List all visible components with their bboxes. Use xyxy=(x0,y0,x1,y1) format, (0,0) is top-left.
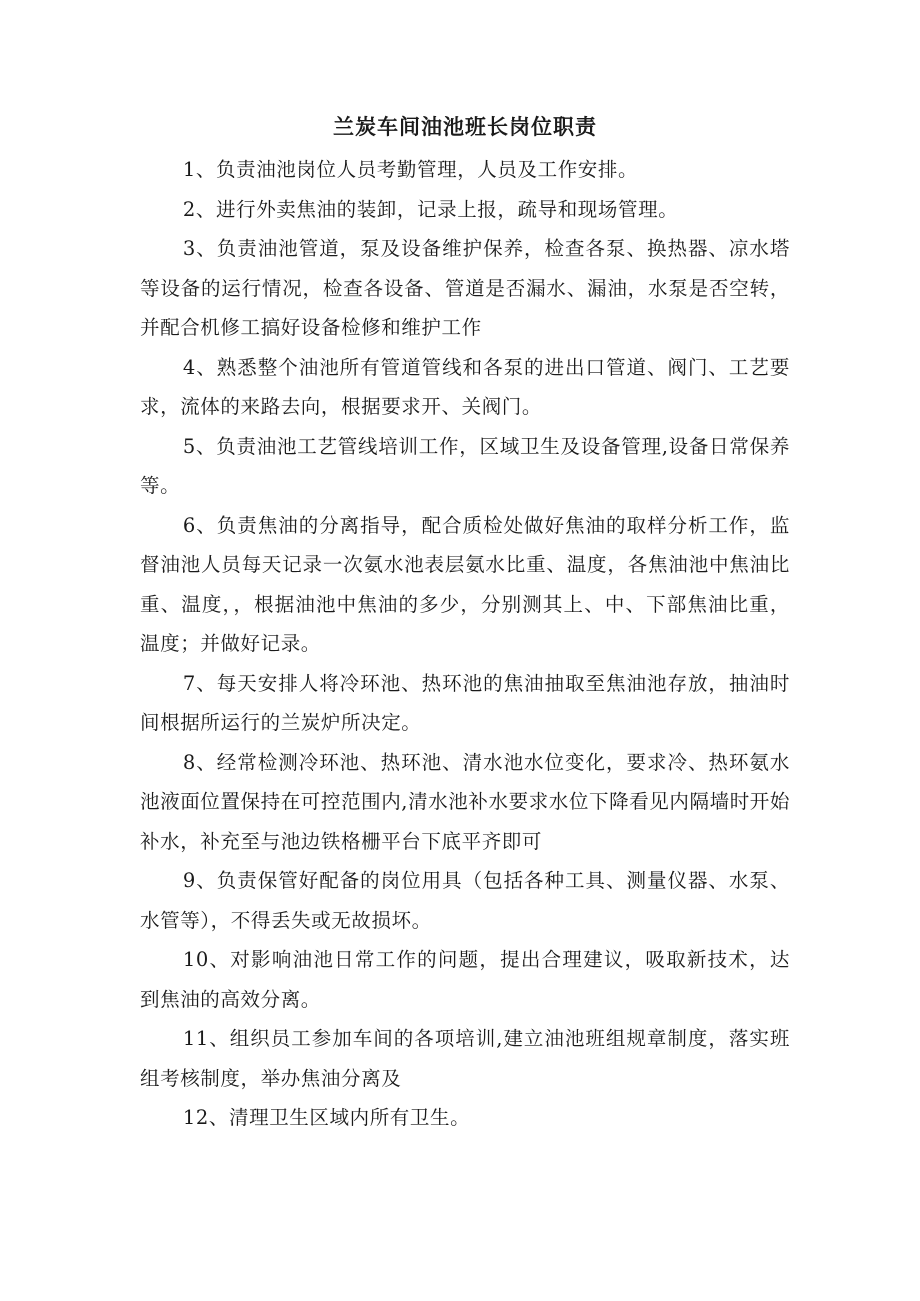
duty-item-12: 12、清理卫生区域内所有卫生。 xyxy=(182,1106,471,1129)
duty-item-7: 7、每天安排人将冷环池、热环池的焦油抽取至焦油池存放，抽油时间根据所运行的兰炭炉所决定。 xyxy=(140,671,790,734)
document-page xyxy=(140,108,790,1138)
duty-item-2: 2、进行外卖焦油的装卸，记录上报，疏导和现场管理。 xyxy=(182,197,679,221)
duty-item-11: 11、组织员工参加车间的各项培训,建立油池班组规章制度，落实班组考核制度，举办焦油分离及 xyxy=(140,1027,790,1090)
duty-item-4: 4、熟悉整个油池所有管道管线和各泵的进出口管道、阀门、工艺要求，流体的来路去向，根据要求开、关阀门。 xyxy=(140,355,790,418)
duty-item-5: 5、负责油池工艺管线培训工作，区域卫生及设备管理,设备日常保养等。 xyxy=(140,434,790,497)
duty-item-3: 3、负责油池管道，泵及设备维护保养，检查各泵、换热器、凉水塔等设备的运行情况，检查各设备、管道是否漏水、漏油，水泵是否空转，并配合机修工搞好设备检修和维护工作 xyxy=(140,237,790,339)
duty-item-1: 1、负责油池岗位人员考勤管理，人员及工作安排。 xyxy=(182,158,639,181)
duty-item-10: 10、对影响油池日常工作的问题，提出合理建议，吸取新技术，达到焦油的高效分离。 xyxy=(140,948,790,1011)
document-title: 兰炭车间油池班长岗位职责 xyxy=(333,115,597,139)
duty-item-9: 9、负责保管好配备的岗位用具（包括各种工具、测量仪器、水泵、水管等），不得丢失或无故损坏。 xyxy=(140,869,790,932)
duty-item-8: 8、经常检测冷环池、热环池、清水池水位变化，要求冷、热环氨水池液面位置保持在可控范围内,清水池补水要求水位下降看见内隔墙时开始补水，补充至与池边铁格栅平台下底平齐即可 xyxy=(140,750,790,853)
duty-item-6: 6、负责焦油的分离指导，配合质检处做好焦油的取样分析工作，监督油池人员每天记录一次氨水池表层氨水比重、温度，各焦油池中焦油比重、温度，，根据油池中焦油的多少，分别测其上、中、下部焦油比重，温度；并做好记录。 xyxy=(140,513,790,655)
